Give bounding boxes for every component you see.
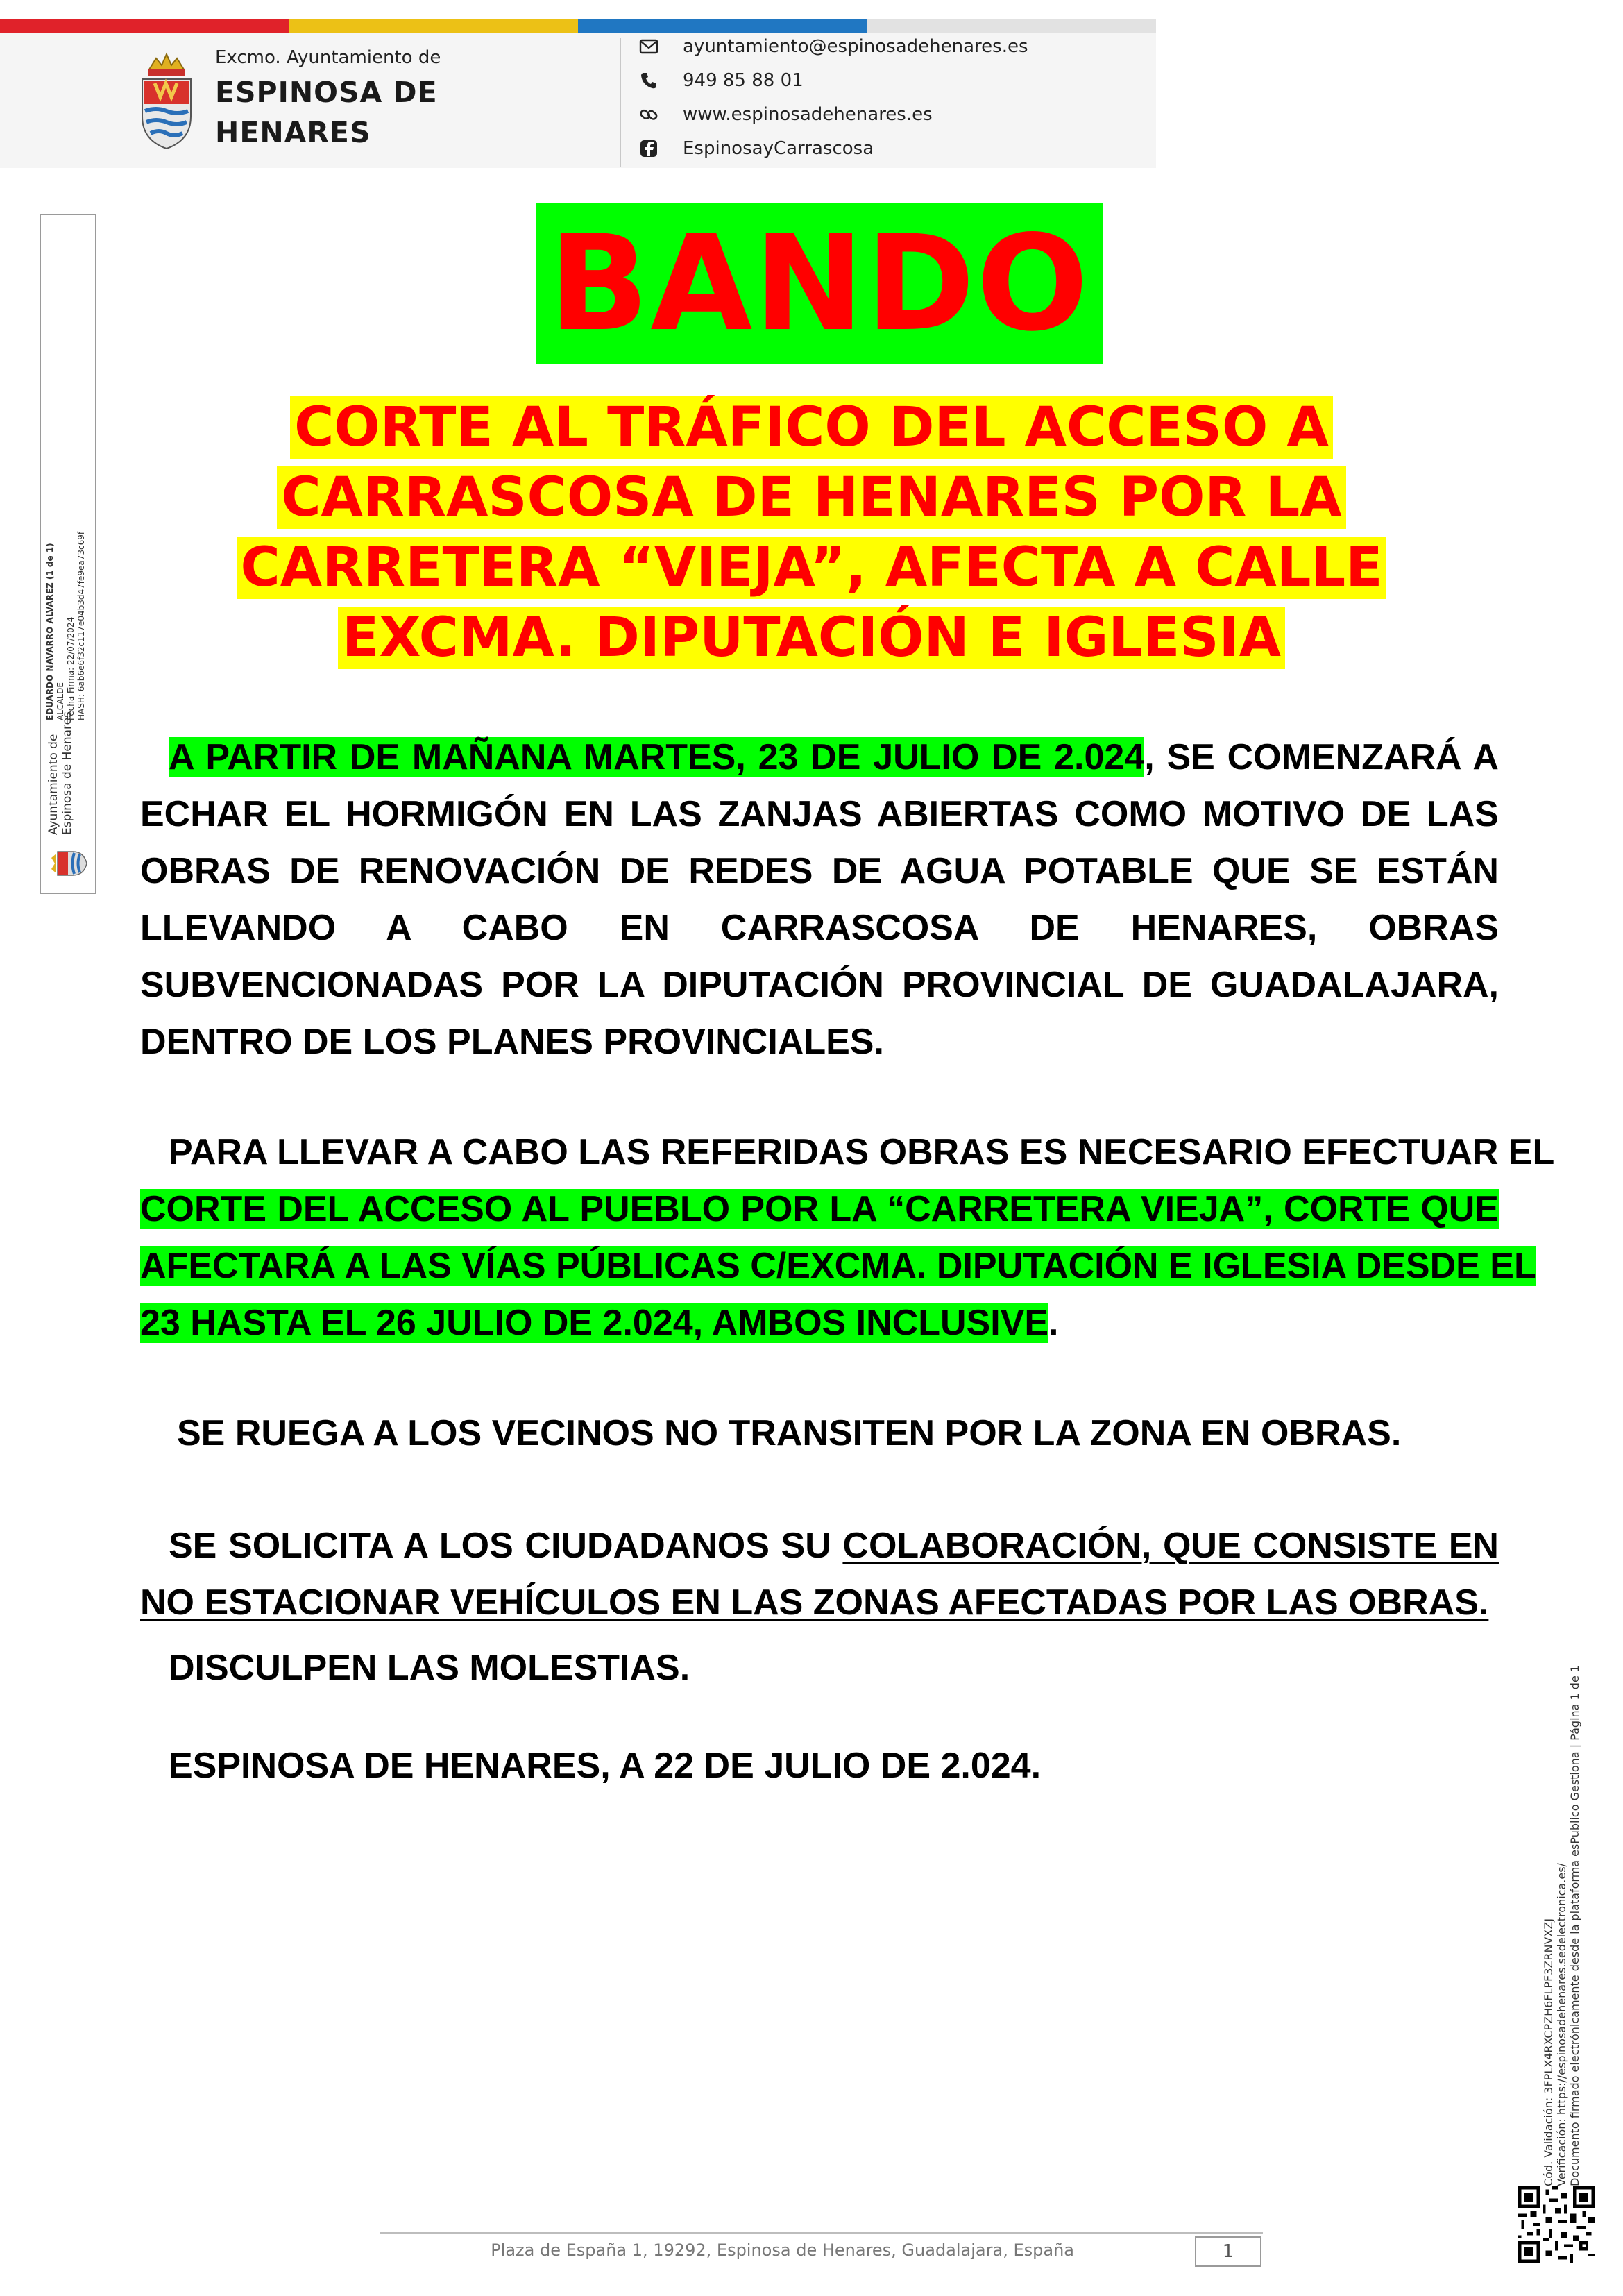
org-prefix: Excmo. Ayuntamiento de [215, 47, 441, 68]
paragraph-4-lead: SE SOLICITA A LOS CIUDADANOS SU [169, 1526, 843, 1566]
paragraph-2-line-2 [140, 1181, 1499, 1238]
footer-address: Plaza de España 1, 19292, Espinosa de Henares, Guadalajara, España [491, 2240, 1074, 2260]
letterhead-divider [620, 38, 621, 167]
qr-code-icon[interactable] [1518, 2186, 1595, 2263]
coat-of-arms-icon [135, 49, 198, 153]
subtitle-line-3-text: CARRETERA “VIEJA”, AFECTA A CALLE [237, 537, 1387, 599]
town-name-line1: ESPINOSA DE [215, 76, 438, 109]
paragraph-5-line: DISCULPEN LAS MOLESTIAS. [169, 1648, 690, 1688]
paragraph-1-line-4: LLEVANDO A CABO EN CARRASCOSA DE HENARES, OBRAS [140, 908, 1499, 948]
subtitle-line-2-text: CARRASCOSA DE HENARES POR LA [277, 466, 1345, 529]
verification-url[interactable]: Verificación: https://espinosadehenares.sedelectronica.es/ [1555, 1863, 1568, 2186]
verification-strip [1542, 1664, 1583, 2186]
color-bar-blue [578, 19, 867, 33]
page-number: 1 [1195, 2236, 1261, 2267]
paragraph-1-line-5: SUBVENCIONADAS POR LA DIPUTACIÓN PROVINCIAL DE GUADALAJARA, [140, 965, 1499, 1005]
paragraph-1-line-6: DENTRO DE LOS PLANES PROVINCIALES. [140, 1022, 884, 1062]
paragraph-6-line: ESPINOSA DE HENARES, A 22 DE JULIO DE 2.024. [169, 1746, 1042, 1786]
phone-icon [638, 70, 659, 91]
paragraph-2-line-3 [140, 1238, 1536, 1294]
paragraph-5 [140, 1639, 1499, 1696]
contact-facebook[interactable] [638, 138, 874, 159]
stamp-org-line2: Espinosa de Henares [60, 711, 74, 835]
verification-note: Documento firmado electrónicamente desde la plataforma esPublico Gestiona | Página 1 de 1 [1568, 1664, 1581, 2186]
subtitle-line-2 [0, 463, 1623, 533]
stamp-date: Fecha Firma: 22/07/2024 [66, 616, 76, 720]
footer-divider [380, 2232, 1263, 2234]
paragraph-4-underline-2: NO ESTACIONAR VEHÍCULOS EN LAS ZONAS AFECTADAS POR LAS OBRAS. [140, 1582, 1489, 1623]
paragraph-1 [140, 729, 1499, 1070]
contact-website-text[interactable]: www.espinosadehenares.es [683, 104, 933, 125]
paragraph-4-line-1 [140, 1517, 1499, 1574]
subtitle-line-3 [0, 533, 1623, 603]
color-bar-red [0, 19, 289, 33]
paragraph-4-underline-1: COLABORACIÓN, QUE CONSISTE EN [842, 1526, 1499, 1566]
paragraph-2-highlight-2: AFECTARÁ A LAS VÍAS PÚBLICAS C/EXCMA. DIPUTACIÓN E IGLESIA DESDE EL [140, 1246, 1536, 1286]
stamp-signer: EDUARDO NAVARRO ALVAREZ (1 de 1) [45, 543, 55, 720]
contact-phone-text[interactable]: 949 85 88 01 [683, 70, 804, 91]
paragraph-1-highlight: A PARTIR DE MAÑANA MARTES, 23 DE JULIO DE 2.024 [169, 737, 1145, 777]
town-name [215, 72, 438, 153]
paragraph-1-line-2: ECHAR EL HORMIGÓN EN LAS ZANJAS ABIERTAS COMO MOTIVO DE LAS [140, 794, 1499, 834]
subtitle-line-4-text: EXCMA. DIPUTACIÓN E IGLESIA [338, 607, 1285, 669]
verification-code: Cód. Validación: 3FPLX4RXCPZH6FLPF3ZRNVXZJ [1542, 1918, 1555, 2186]
subtitle-line-4 [0, 603, 1623, 673]
contact-website[interactable] [638, 104, 933, 125]
paragraph-2-line-4 [140, 1294, 1499, 1351]
town-name-line2: HENARES [215, 116, 371, 149]
contact-email[interactable] [638, 36, 1028, 57]
paragraph-2 [140, 1124, 1555, 1351]
paragraph-4-line-2 [140, 1574, 1499, 1631]
paragraph-2-highlight-3: 23 HASTA EL 26 JULIO DE 2.024, AMBOS INCLUSIVE [140, 1303, 1049, 1343]
facebook-icon [638, 138, 659, 159]
color-bar-gray [867, 19, 1156, 33]
paragraph-1-line-1-rest: , SE COMENZARÁ A [1144, 737, 1499, 777]
subtitle-line-1-text: CORTE AL TRÁFICO DEL ACCESO A [290, 396, 1333, 459]
paragraph-1-line-3: OBRAS DE RENOVACIÓN DE REDES DE AGUA POTABLE QUE SE ESTÁN [140, 851, 1499, 891]
subtitle-line-1 [0, 393, 1623, 463]
stamp-role: ALCALDE [56, 682, 65, 720]
paragraph-2-end: . [1048, 1303, 1059, 1343]
paragraph-3 [140, 1405, 1499, 1462]
mail-icon [638, 36, 659, 57]
stamp-org [46, 711, 74, 835]
stamp-crest-icon [49, 848, 88, 879]
paragraph-6 [140, 1737, 1499, 1794]
contact-facebook-text[interactable]: EspinosayCarrascosa [683, 138, 874, 159]
paragraph-4 [140, 1517, 1499, 1631]
stamp-hash: HASH: 6ab6e6f32c117e04b3d47fe9ea73c69f [76, 531, 86, 720]
link-icon [638, 104, 659, 125]
header-color-bar [0, 19, 1156, 33]
contact-email-text[interactable]: ayuntamiento@espinosadehenares.es [683, 36, 1028, 57]
contact-phone[interactable] [638, 70, 804, 91]
paragraph-1-line-1 [140, 729, 1499, 786]
paragraph-2-highlight-1: CORTE DEL ACCESO AL PUEBLO POR LA “CARRETERA VIEJA”, CORTE QUE [140, 1189, 1499, 1229]
paragraph-2-line-1: PARA LLEVAR A CABO LAS REFERIDAS OBRAS ES NECESARIO EFECTUAR EL [169, 1132, 1555, 1172]
paragraph-3-line: SE RUEGA A LOS VECINOS NO TRANSITEN POR LA ZONA EN OBRAS. [177, 1413, 1402, 1453]
color-bar-yellow [289, 19, 578, 33]
page-title: BANDO [548, 207, 1090, 360]
stamp-org-line1: Ayuntamiento de [46, 734, 60, 835]
